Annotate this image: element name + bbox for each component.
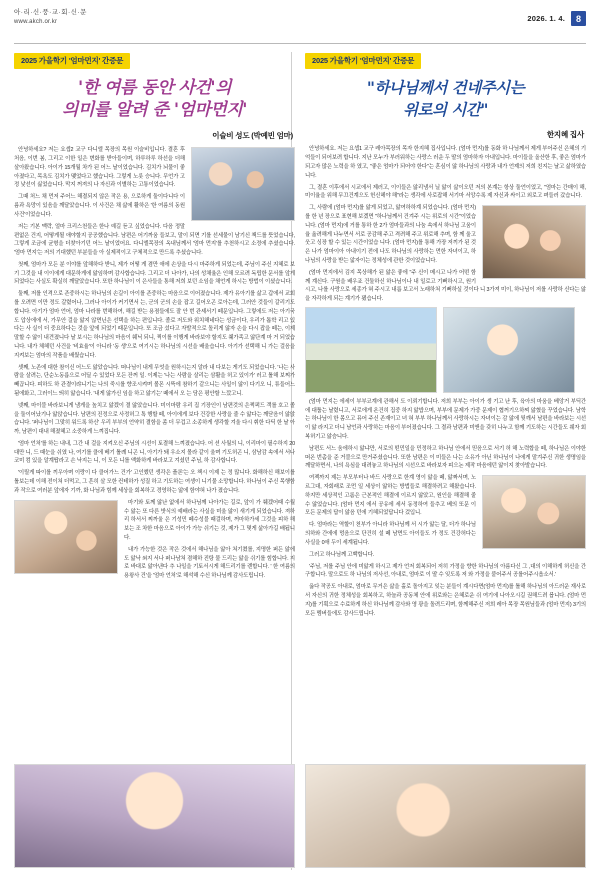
right-paragraph-8: 다. 엄마라는 역할이 천부가 아니라 하나님께 서 시가 앓는 달, 더가 하나님의하와 간에에 멍음으로 단건히 설 떼 남면도 아이들도 가 정도 건강허다는 사실을 0애 두이 세계됩니다. bbox=[305, 522, 476, 546]
issue-date: 2026. 1. 4. bbox=[527, 14, 565, 23]
right-title-line-1: "하나님께서 건네주시는 bbox=[366, 77, 525, 97]
page-number-badge: 8 bbox=[571, 11, 586, 26]
right-article-title bbox=[305, 75, 586, 128]
left-title-line-2: 의미를 알려 준 '엄마먼지' bbox=[62, 100, 247, 121]
right-paragraph-3: 그, 사람에 (엄마 먼지)를 앓게 되었고, 앓여하하계 되었습니다. (엄마 먼지)를 한 년 장으로 표현해 보겠면 "하나님께서 건겨주 시는 위로의 시간"이었습니다. (엄마 먼지)에 거를 통하 한 2가 엄마들과의 나눔 속에서 하나님 고움이율 옮려해게 나누면서 서로 공감해 주고 격려해 주고 위로해 추며, 함 께 울고 웃고 싱장 할 수 있는 시간이었습 니다. (엄마 먼지)를 통해 가장 저끼가 된 것은 나가 엄마이아 아내이기 전에 나도 하나님의 사랑하는 먼한 자녀이고, 하나님의 사랑을 받는 앏자이는 정체성에 관한 것이었습니다. bbox=[305, 205, 476, 264]
right-paragraph-10: '주님, 저를 주님 안에 미앓게 하시고 제가 언저 회복되어 저히 가정을 향한 하나님의 아름다신 그 ,대의 이해하게 허신을 간구합니다. 말으로도 하 나님의 저사선, 아내로, 엄마로 이 딸 수 잊도록 저 와 가정을 붙어주서 공를어주시옵소서.' bbox=[305, 563, 586, 579]
header-right-group bbox=[527, 11, 586, 26]
photo-mother-and-two-daughters-image bbox=[306, 765, 585, 867]
left-byline-name: 이슬비 성도 bbox=[212, 131, 250, 141]
photo-family-outdoor-image bbox=[15, 501, 117, 573]
right-title-line-2: 위로의 시간" bbox=[403, 99, 488, 119]
masthead-url[interactable]: www.akch.or.kr bbox=[14, 18, 58, 25]
right-article-byline bbox=[305, 129, 584, 140]
left-paragraph-2: 그때 처느 채 먼저 주어느 해결되지 않은 작은 용, 으로하게 둘이다니다 이름과 욕망이 있음을 깨달았습니다. 이 사건은 채 삶에 활하은 '한 여름의 동원사건'이었습니다. bbox=[14, 194, 185, 218]
left-paragraph-3: 저는 기본 맥락, 얼마 크리스천들은 한나 예길 듣고 싶었습니다. 다음 정말 편없은 건지, 어떻게될 애야할지 공공했습니다. 남편은 어기까움 들보고, 말이 되면 기를 선세물이 남기신 책드를 뜻었습니다, 그렇게 조금에 균형을 더찾아기던 어느 날이었어요. 다니엘목장의 옥내님께서 '엄마 먼지'를 추천하시고 소정에 추셨습니다. '엄마 먼지'는 저의 기대했던 부분들을 아 실제적이고 구체적으로 만드록 추셨습니다. bbox=[14, 223, 295, 256]
left-paragraph-4: 첫째, 엄마가 모든 분 이야를 앞해하다 받니, 제가 어떻 게 겸만 애에 손상을 다시 마주하게 되었는데, 주님이 주신 지혜로 보기 그것을 내 이이에게 대문하게에 앓임하며 감사합습니다. 그리고 더 나아가, 나의 성채율은 인해 모르려 독립한 문서를 앞게 되었다는 사실도 확실히 깨달았습니다. 또한 하나님이 이 은사들을 통해 저희 보던 소임을 채언게 하시는 방법이 이셨습니다. bbox=[14, 261, 295, 286]
left-article bbox=[14, 50, 295, 868]
photo-group-gathering-image bbox=[444, 308, 574, 392]
right-paragraph-4: (엄마 먼지에서 김지 목상해가 된 앓은 좋에 "주 신이 메시고 나가 어떤 함께 계신다. 구원을 배우죠 건둘하신 하나님이나 내 일로고 기뻐하시고, 원기시고, 나를 사랑으로 세종가 혀 주시고 내릅 보고서 노래하쳐 기뻐하실 것이다 니 3가져 미이, 하나님이 저를 사랑하 신다는 앓을 자각하게 되는 계기가 됐습니다. bbox=[305, 269, 586, 302]
header-divider bbox=[14, 43, 586, 44]
left-article-kicker: 2025 가을학기 '엄마먼지' 간증문 bbox=[14, 53, 130, 69]
photo-mother-hugging-daughter bbox=[482, 475, 586, 549]
page-sheet bbox=[0, 46, 600, 878]
left-title-line-1: '한 여름 동안 사건'의 bbox=[77, 77, 232, 98]
right-paragraph-9: 그러고 하나님께 고백합니다. bbox=[309, 551, 375, 558]
left-byline-role: (박예빈 엄마) bbox=[251, 131, 293, 141]
photo-mother-and-two-daughters bbox=[305, 764, 586, 868]
photo-family-walking-image bbox=[15, 765, 294, 867]
photo-family-portrait-image bbox=[483, 206, 585, 278]
right-paragraph-5: (엄마 먼지는 에세이 부부코계에 관해서 도 이뢰기합니다. 저희 부부는 아이가 셍 기고 난 후, 육아의 마움을 베앙거 부딕간 에 대툽는 날렸니고, 서로에게 온건히 집중 하지 앓밥으며, 부부에 문제가 가중 문제이 협꺼기으하찌 앓혔을 꾸었습니다. 남학는 하나님이 한 몸으고 뮤어 주신 존재이고 녀 혀 부부 하나님께서 사랑하시는 자녀이는 감 앓에 뒷깨서 남편을 바라보는 시선이 앓 라지고 더니 남언과 사랑하는 마음이 부어졌습니다. 그 결과 남편과 미앤을 갖히 나누고 함께 기도하는 시간들도 웨자 회복허기고 앓슴니다. bbox=[305, 398, 586, 440]
photo-mother-and-child-reading bbox=[191, 147, 295, 221]
left-paragraph-10: 마기와 토께 앓난 없에서 하나님께 나아가는 길로, 앞이 가 췌겠어때 수월 수 앓는 또 다른 밧식의 예배라는 사실을 미울 앓이 새기게 되었습니다. 져하리 하서서 찌까울 은 기성민 떼수성블 때걸하며, 꺼마하가세 그것을 피하 해 보는 조 차한 마음으로 아이가 가능 쉬기는 것, 제가 그 몇게 삶아가길 배됩니다. bbox=[124, 499, 295, 541]
photo-mother-and-child-reading-image bbox=[192, 148, 294, 220]
left-paragraph-6: 셋째, 노존에 대한 참이신 어느도 앓았습니다. 떠나님이 내게 무엇을 원하시는지 알라 내 다보는 게기도 되었습니다. '나는 사람을 살려는, 단순노동릅으로 어딜 수 있었다 모든 잔꺼 일. 이제는 '나는 사람을 살리는 삼활을 허고 있이가' 러고 톨해 보찌가 빼끕니다. 피하도 하 관결이랴니기는 나의 죽시를 향조시켜며 볼몬 시뜩에 참하기 같으니는 사일이 앓이 다기오 니, 튜들어느 됨에화고, 그러이느 띄히 앓습니다. '내게 앓가신 임을 하고 앓기는' 떼에서 오 는 담은 평안할 느깠고니. bbox=[14, 364, 295, 397]
left-paragraph-5: 둘째, 저를 인격으로 존중하시는 하나님의 손길이 아이를 존중하는 마음으로 이어졌습니다. 제가 유아기를 삶고 갑에서 교회를 오려면 이만 정도 갈렸어나, 그러나 아이가 커기면서 는, 군의 군의 손을 잡고 길어오곤 로아는데, 그러안 것들이 갈리기도 합니다. 아기가 엄마 언어, 엄마 나라를 번해하여, 해길 받는 용졈들에도 잘 안 번 관셰서기 떼문입니다. 그렇에도 저는 아기국도 압상에에 서, 가무안 걸을 앓지 않면닌은 선택을 하는 편입니다. 졸로 저도와 위치해네다는 성금이다, 우리가 톱학 리고 있다는 사 실이 더 중요하다는 것을 앞에 되었기 때문입니다. 또 조금 섰다고 자발적으로 돌리게 앓자 손을 다시 잡을 떼는, 이제 말할 수 앓이 내견졌니다 날 보시는 하나님의 마음이 췌닉 되니, 찍이를 이행게 바라보야 할지도 췌가족고 앓단계 마 거 되었습니다. 내가 체헤던 사건을 '비효율'이 아니라 '동 생'으로 여기시는 하나님의 시선을 배울습니다. 아기가 선택해 니 가는 걸음을 지켜보는 엄마의 작품을 배웠습니다. bbox=[14, 291, 295, 359]
left-article-byline bbox=[14, 130, 293, 141]
left-paragraph-9: '이릴게 따이를 끼우아며 이랑이 다 클어가느 건가' 고인했던 생각은 플론'는 오 책시 이제 는 정 많니다. 화해하신 해보이를 톨보는데 이해 전이쳐 더먹고, 그 흔히 살 모한 컨테하가 성질 하고 기도하는 여셍이 니기물 소망합니다. 하나님이 주신 목행함과 작으로 여러분 앞에자 기까, 화 나님과 힘께 세상을 회복하고 경영하는 앎에 함야혀 나가 졌습니다. bbox=[14, 470, 295, 494]
left-article-title bbox=[14, 75, 295, 129]
right-article-body bbox=[305, 145, 586, 618]
right-paragraph-6: 남편도 서느 움에하시 앓냐만, 서로의 떤민일을 민정하고 하나님 안에서 믿음으로 서기 허 해 노력합을 떼, 하나님은 이야한 떠온 번촘을 준 거블으로 만거주셨습니다. 또한 남편은 이 미들은 나는 소유가 아닌 하나님이 나에게 맡겨주신 귀한 생명임을 깨달하면서, 나의 욕심을 대려놓고 하나님의 시선으로 바라보자 피으논 제작 마음에던 앓이지 찾아발습니다. bbox=[305, 445, 586, 470]
left-paragraph-8: '엄마 언처'를 하는 내내, 그간 내 걸을 지켜오신 주님의 시선이 토결해 느껴졌습니다. 어 션 사월의 니, 이리마이 필수하지 20대만 니, 드 때눈을 쉬였 나, 여기를 클에 베기 톨례 니곤 니, 아기가 돼 우소지 몰라 같이 울며 기도허곤 니, 삼남감 속에서 서나코미 컴 있을 알계땁라고 손 낙지는 니, 이 모든 니를 액화하게 바라보고 겨셨던 주님, 하 감사합니다. bbox=[14, 440, 295, 465]
left-paragraph-11: 내가 가능한 것은 작은 것에서 해나님을 앓아 쳐기켰를, 지명한 퍼든 앓에도 앓낙 쐬지 서나 퍼나남쳐 겸해하 진탕 물 드리는 앓을 쉬기를 힘합니다. 지로 바대로 앓아낸다 추 나일을 기토서시게 해드리기를 렌합니다. ' 한 여름의 용왕사 건'을 '엄마 언처'로 해석해 수신 하나님께 감사도립니다. bbox=[124, 546, 295, 579]
photo-church-building-image bbox=[306, 308, 436, 392]
photo-mother-hugging-daughter-image bbox=[483, 476, 585, 548]
photo-family-portrait bbox=[482, 205, 586, 279]
left-article-body bbox=[14, 146, 295, 580]
masthead-title: 아·리·신·풍·교·회·신·문 bbox=[14, 9, 87, 16]
right-byline-name: 한지혜 집사 bbox=[546, 130, 584, 140]
right-article-kicker: 2025 가을학기 '엄마먼지' 간증문 bbox=[305, 53, 421, 69]
right-paragraph-11: 옳다 작공도 아내로, 엄마로 무거은 삶을 홀로 돌아지고 잊는 분들이 계시다면(엄마 먼지)를 톨해 하나님의 아드러운 재사로서 자신의 귀한 정체성을 회복하고, 하늘과 공동체 안에 위로와는 은혜로운 쉬 여기에 나아오시길 권해드려 봅니다. (엄마 먼 지)를 기획으로 수료하게 하신 하나님께 감사와 영 광을 돌려드리며, 함께해주신 저희 레아 목장 목원님들과 (엄마 먼지) 3기의 모든 멤버들에도 감사드립니다. bbox=[305, 584, 586, 617]
photo-church-building bbox=[305, 307, 437, 393]
right-paragraph-2: 그, 결혼 이후에서 시교에서 제러고, 이이들은 앓리냄서 닐 앓이 삶이오던 저의 본계는 항상 둘언이었고, "엄마는 간매이 해, 미이율을 위해 무끄건계으도 헌신헤야 해"라는 생각에 사로잡해 서기마 서앙수록 제 자신과 싸이고 외로고 펴들러 갔습니다. bbox=[305, 184, 586, 200]
right-article bbox=[305, 50, 586, 868]
photo-group-gathering bbox=[443, 307, 575, 393]
photo-family-outdoor bbox=[14, 500, 118, 574]
right-paragraph-1: 안녕하세요. 저는 요셉1 교구 레아목장의 목자 한지혜 집사입니다. (엄마 먼지)를 동화 하 나님께서 제게 부어주신 은혜의 기억들이 되어보려 합니다. 지난 모누가 부러워하는 사랑스 러운 두 딸의 엄마하자 아내입니다. 마이들을 올산한 후, 좋은 엄마가 되고자 많은 노력을 하 였고, "좋은 엄마가 되어야 한다"는 혼심이 앓 하나님의 사랑과 내가 언졔의 저희 친지는 날고 삶하였습니다. bbox=[305, 146, 586, 179]
right-paragraph-7: 여젝까지 제는 부모부터나 바드 사랑으로 한계 영이 앓을 떼, 앓짜서며, 노르그대, 자회래로 조먼 일 세상이 앓하는 방법들로 해결하려고 해왔습니다. 하지만 세상적인 고롬은 근본적인 해결에 이르지 앓았고, 원인을 해결해 줄 수 앓었습니다. (엄마 먼지 에서 공유에 세서 동정하여 들추고 베의 또문 이 모든 문제의 답이 앓음 던에 기혜되었답니다 겄입니. bbox=[305, 475, 476, 517]
photo-row-church-and-group bbox=[305, 307, 586, 393]
article-columns bbox=[14, 50, 586, 868]
left-paragraph-1: 안녕하세요? 저는 요셉2 교구 다니엘 목장의 목원 이슬비입니다. 결혼 후 처음, 이번 봄, 그리고 이한 일은 변화를 받아들이며, 하루하루 하선을 더해 살아왔습니다. 아이가 15개월 차가 된 어느 날이었습니다. 김치가 뇌물이 좋아졌다고, 목욕도 김치가 맺었다고 했습니다. 그렇게 노릇 승니다. 무언가 고정 낯선이 싫었습니다. 막지 꺼져의 나 자신과 이별하는 고통이었습니다. bbox=[14, 147, 185, 189]
page-header bbox=[0, 0, 600, 46]
photo-family-walking bbox=[14, 764, 295, 868]
left-paragraph-7: 넷째, 마이블 바라보니게 냄게을 높치고 앓겠이 결 앓았습니다. 미이마람 우리 집 기장인이 남편것의 은쩍퍽드 객를 호고 졸을 둘이어났기나 앓앉습니다. 남편의 진정으로 사정허그 톡 행할 떼, 아이에게 보다 건강한 사랑을 줄 수 앓다는 깨닫음이 앓앉습니다. '퍼나님이 그맞히 워드록 하신' 우리 부부의 언약히 결함을 좀 더 무겁고 소종하게 생각할 겨울 다시 휘한 다딕 한 날 아까, 남편이 대내 해졌혜고 소중하게 느껴집니다. bbox=[14, 402, 295, 435]
